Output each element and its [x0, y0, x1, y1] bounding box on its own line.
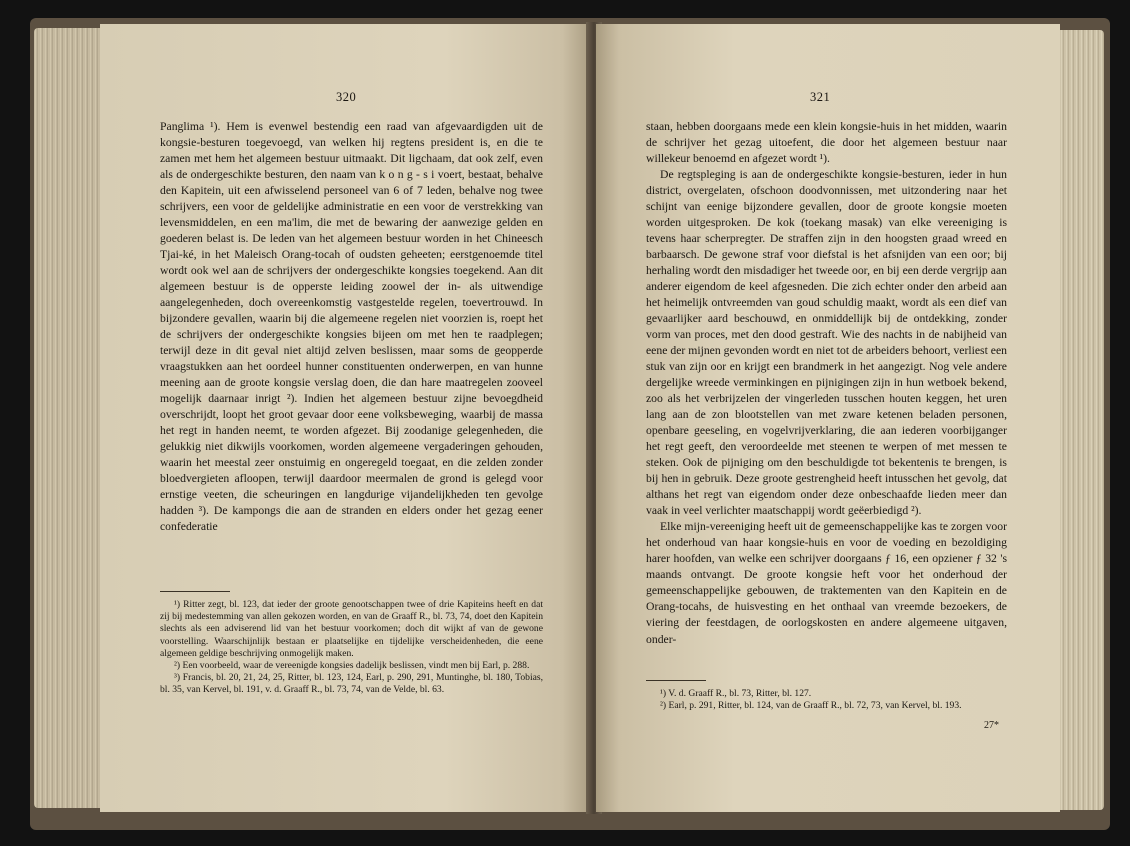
paragraph: De regtspleging is aan de ondergeschikte kongsie-besturen, ieder in hun district, overgelaten, ofschoon doodvonnissen, met uitzondering naar het schijnt van eenige bijzondere gevallen, door de groote kongsie moeten worden uitgesproken. De kok (toekang masak) van elke vereeniging is tevens haar scherpregter. De straffen zijn in den hoogsten graad wreed en barbaarsch. De gewone straf voor diefstal is het afsnijden van een oor; bij herhaling wordt den misdadiger het tweede oor, en bij een derde vergrijp aan anderer eigendom de keel afgesneden. Die zich echter onder den arbeid aan het heimelijk ontvreemden van goud schuldig maakt, wordt als een dief van gevaarlijker aard beschouwd, en onmiddellijk bij de ontdekking, zonder vorm van proces, met den dood gestraft. Wie des nachts in de nabijheid van eene der mijnen gevonden wordt en niet tot de arbeiders behoort, verliest een stuk van zijn oor en krijgt een brandmerk in het aangezigt. Nog vele andere dergelijke wreede verminkingen en pijnigingen zijn in hun wetboek bekend, zoo als het verbrijzelen der vingerleden tusschen houten keggen, het uren lang aan de zon blootstellen van met zware ketenen beladen personen, openbare geeseling, en vogelvrijverklaring, die aan iederen voorbijganger het regt geeft, den veroordeelde met steenen te werpen of met messen te steken. Ook de pijniging om den beschuldigde tot bekentenis te brengen, is bij hen in gebruik. Deze groote gestrengheid heeft intusschen het gevolg, dat althans het regt van eigendom onder deze onbeschaafde lieden meer dan vaak in veel verlichter maatschappij wordt geëerbiedigd ²).: [646, 168, 1007, 518]
page-number: 321: [810, 90, 831, 104]
footnotes: [160, 599, 543, 697]
footnote: ³) Francis, bl. 20, 21, 24, 25, Ritter, bl. 123, 124, Earl, p. 290, 291, Muntinghe, bl. 180, Tobias, bl. 35, van Kervel, bl. 191, v. d. Graaff R., bl. 73, 74, van de Velde, bl. 63.: [160, 672, 543, 696]
paragraph: Elke mijn-vereeniging heeft uit de gemeenschappelijke kas te zorgen voor het onderhoud van haar kongsie-huis en voor de voeding en bezoldiging harer hoofden, van welke een schrijver doorgaans ƒ 16, een opziener ƒ 32 's maands ontvangt. De groote kongsie heft voor het onderhoud der gemeenschappelijke gebouwen, de traktementen van den Kapitein en de Orang-tocahs, de huisvesting en het onthaal van vreemde bezoekers, de viering der feestdagen, de oorlogskosten en andere algemeene uitgaven, onder-: [646, 520, 1007, 646]
page-edges-left: [34, 28, 106, 808]
footnote: ¹) Ritter zegt, bl. 123, dat ieder der groote genootschappen twee of drie Kapiteins heeft en dat zij bij medestemming van allen gekozen worden, en van de Graaff R., bl. 73, 74, doet den Kapitein slechts als een adviserend lid van het bestuur voorkomen; doch dit wijkt af van de gewone voorstelling. Waarschijnlijk bestaan er plaatselijke en tijdelijke verscheidenheden, die eene algemeen geldige beschrijving onmogelijk maken.: [160, 599, 543, 659]
footnote: ¹) V. d. Graaff R., bl. 73, Ritter, bl. 127.: [660, 688, 812, 699]
paragraph: staan, hebben doorgaans mede een klein kongsie-huis in het midden, waarin de schrijver het gezag uitoefent, die door het algemeen bestuur naar willekeur benoemd en afgezet wordt ¹).: [646, 120, 1007, 166]
signature-mark: 27*: [984, 720, 999, 731]
page-number: 320: [336, 90, 357, 104]
footnote: ²) Een voorbeeld, waar de vereenigde kongsies dadelijk beslissen, vindt men bij Earl, p. 288.: [174, 660, 530, 672]
main-text: [160, 119, 543, 535]
paragraph: Panglima ¹). Hem is evenwel bestendig een raad van afgevaardigden uit de kongsie-besturen toegevoegd, van welken hij regtens president is, en die te zamen met hem het algemeen bestuur uitmaakt. Dit ligchaam, dat ook zelf, even als de ondergeschikte besturen, den naam van k o n g - s i voert, bestaat, behalve den Kapitein, uit een afwisselend personeel van 6 of 7 leden, behalve nog twee schrijvers, een voor de geldelijke administratie en een voor de verstrekking van levensmiddelen, en een ma'lim, die met de bewaring der aanwezige gelden en goederen belast is. De leden van het algemeen bestuur worden in het Chineesch Tjai-ké, in het Maleisch Orang-tocah of oudsten geheeten; eerstgenoemde titel wordt ook wel aan de schrijvers der ondergeschikte kongsies toegekend. Aan dit algemeen bestuur is de opperste leiding zoowel der in- als uitwendige aangelegenheden, doch overeenkomstig vastgestelde regelen, toevertrouwd. In bijzondere gevallen, waarin bij die algemeene regelen niet voorzien is, roept het de schrijvers der ondergeschikte kongsies bijeen om met hen te raadplegen; terwijl deze in dit geval niet altijd zelven beslissen, maar soms de geopperde vraagstukken aan het oordeel hunner constituenten onderwerpen, en van hunne meening aan de groote kongsie verslag doen, die dan hare maatregelen zooveel mogelijk daarnaar inrigt ²). Indien het algemeen bestuur zijne bevoegdheid overschrijdt, loopt het groot gevaar door eene volksbeweging, waarbij de massa het regt in handen neemt, te worden afgezet. Bij zoodanige gelegenheden, die gelukkig niet dikwijls voorkomen, worden algemeene vergaderingen gehouden, waarin het meestal zeer onstuimig en ongeregeld toegaat, en die zelden zonder bloedvergieten afloopen, terwijl daardoor meermalen de grond is gelegd voor ernstige veeten, die scheuringen en langdurige vijandelijkheden ten gevolge hadden ³). De kampongs die aan de stranden en elders onder het gezag eener confederatie: [160, 120, 543, 534]
footnote-rule: [646, 680, 706, 681]
footnote-rule: [160, 591, 230, 592]
page-edges-right: [1060, 30, 1104, 810]
right-page: [596, 24, 1060, 812]
left-page: [100, 24, 592, 812]
footnote: ²) Earl, p. 291, Ritter, bl. 124, van de Graaff R., bl. 72, 73, van Kervel, bl. 193.: [660, 700, 962, 712]
main-text: [646, 119, 1007, 648]
footnotes: [646, 688, 1007, 712]
